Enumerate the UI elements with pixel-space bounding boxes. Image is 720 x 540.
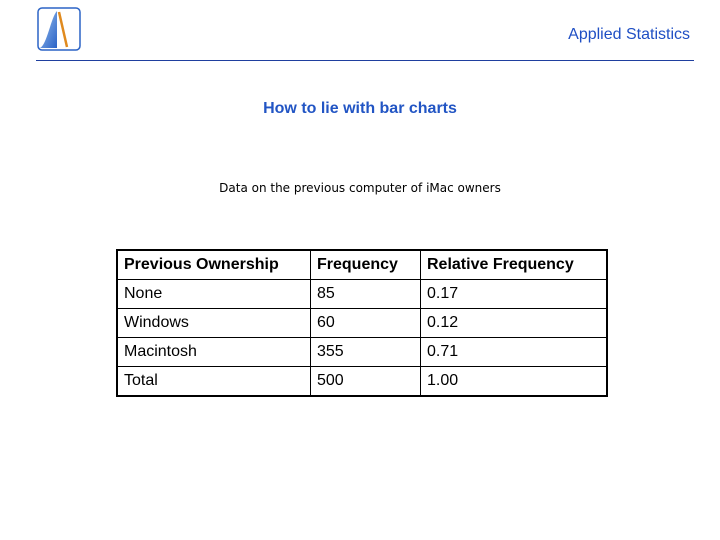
table-cell: 60 [311, 309, 421, 338]
table-row [117, 338, 607, 367]
table-cell: 0.71 [421, 338, 608, 367]
table-cell: Macintosh [117, 338, 311, 367]
frequency-table [116, 249, 608, 397]
table-cell: None [117, 280, 311, 309]
header-divider [36, 60, 694, 61]
table-cell: 355 [311, 338, 421, 367]
table-cell: 0.12 [421, 309, 608, 338]
column-header: Frequency [311, 250, 421, 280]
table-cell: Windows [117, 309, 311, 338]
table-row [117, 367, 607, 397]
table-header-row [117, 250, 607, 280]
table-row [117, 309, 607, 338]
header-title: Applied Statistics [568, 26, 690, 43]
column-header: Relative Frequency [421, 250, 608, 280]
table-cell: Total [117, 367, 311, 397]
table-cell: 0.17 [421, 280, 608, 309]
table-cell: 500 [311, 367, 421, 397]
table-row [117, 280, 607, 309]
slide-title: How to lie with bar charts [263, 100, 457, 117]
table-cell: 1.00 [421, 367, 608, 397]
table-caption: Data on the previous computer of iMac owners [219, 181, 501, 195]
column-header: Previous Ownership [117, 250, 311, 280]
statistics-logo-icon [37, 7, 81, 51]
table-cell: 85 [311, 280, 421, 309]
